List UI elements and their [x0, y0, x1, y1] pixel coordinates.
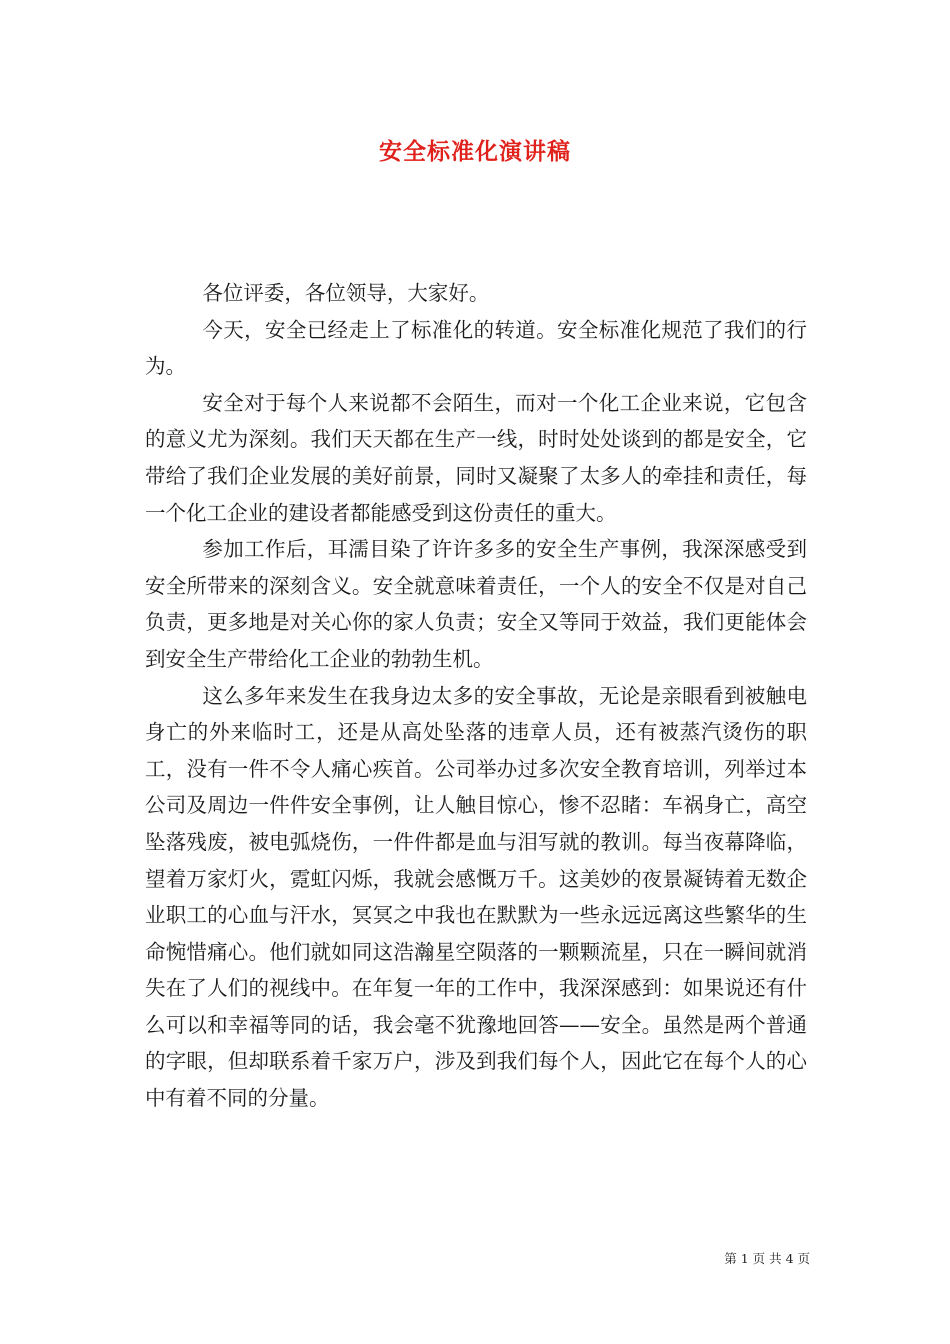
paragraph-experience: 参加工作后，耳濡目染了许许多多的安全生产事例，我深深感受到安全所带来的深刻含义。安全就意味着责任，一个人的安全不仅是对自己负责，更多地是对关心你的家人负责；安全又等同于效益，我们更能体会到安全生产带给化工企业的勃勃生机。 — [145, 537, 807, 671]
page-number: 第 1 页 共 4 页 — [724, 1251, 810, 1266]
document-title: 安全标准化演讲稿 — [379, 138, 571, 165]
document-body — [145, 275, 807, 1117]
paragraph-greeting: 各位评委，各位领导，大家好。 — [202, 281, 490, 305]
paragraph-meaning: 安全对于每个人来说都不会陌生，而对一个化工企业来说，它包含的意义尤为深刻。我们天天都在生产一线，时时处处谈到的都是安全，它带给了我们企业发展的美好前景，同时又凝聚了太多人的牵挂和责任，每一个化工企业的建设者都能感受到这份责任的重大。 — [145, 390, 807, 525]
paragraph-accidents: 这么多年来发生在我身边太多的安全事故，无论是亲眼看到被触电身亡的外来临时工，还是从高处坠落的违章人员，还有被蒸汽烫伤的职工，没有一件不令人痛心疾首。公司举办过多次安全教育培训，列举过本公司及周边一件件安全事例，让人触目惊心，惨不忍睹：车祸身亡，高空坠落残废，被电弧烧伤，一件件都是血与泪写就的教训。每当夜幕降临，望着万家灯火，霓虹闪烁，我就会感慨万千。这美妙的夜景凝铸着无数企业职工的心血与汗水，冥冥之中我也在默默为一些永远远离这些繁华的生命惋惜痛心。他们就如同这浩瀚星空陨落的一颗颗流星，只在一瞬间就消失在了人们的视线中。在年复一年的工作中，我深深感到：如果说还有什么可以和幸福等同的话，我会毫不犹豫地回答——安全。虽然是两个普通的字眼，但却联系着千家万户，涉及到我们每个人，因此它在每个人的心中有着不同的分量。 — [145, 683, 807, 1111]
paragraph-intro: 今天，安全已经走上了标准化的转道。安全标准化规范了我们的行为。 — [145, 317, 807, 379]
